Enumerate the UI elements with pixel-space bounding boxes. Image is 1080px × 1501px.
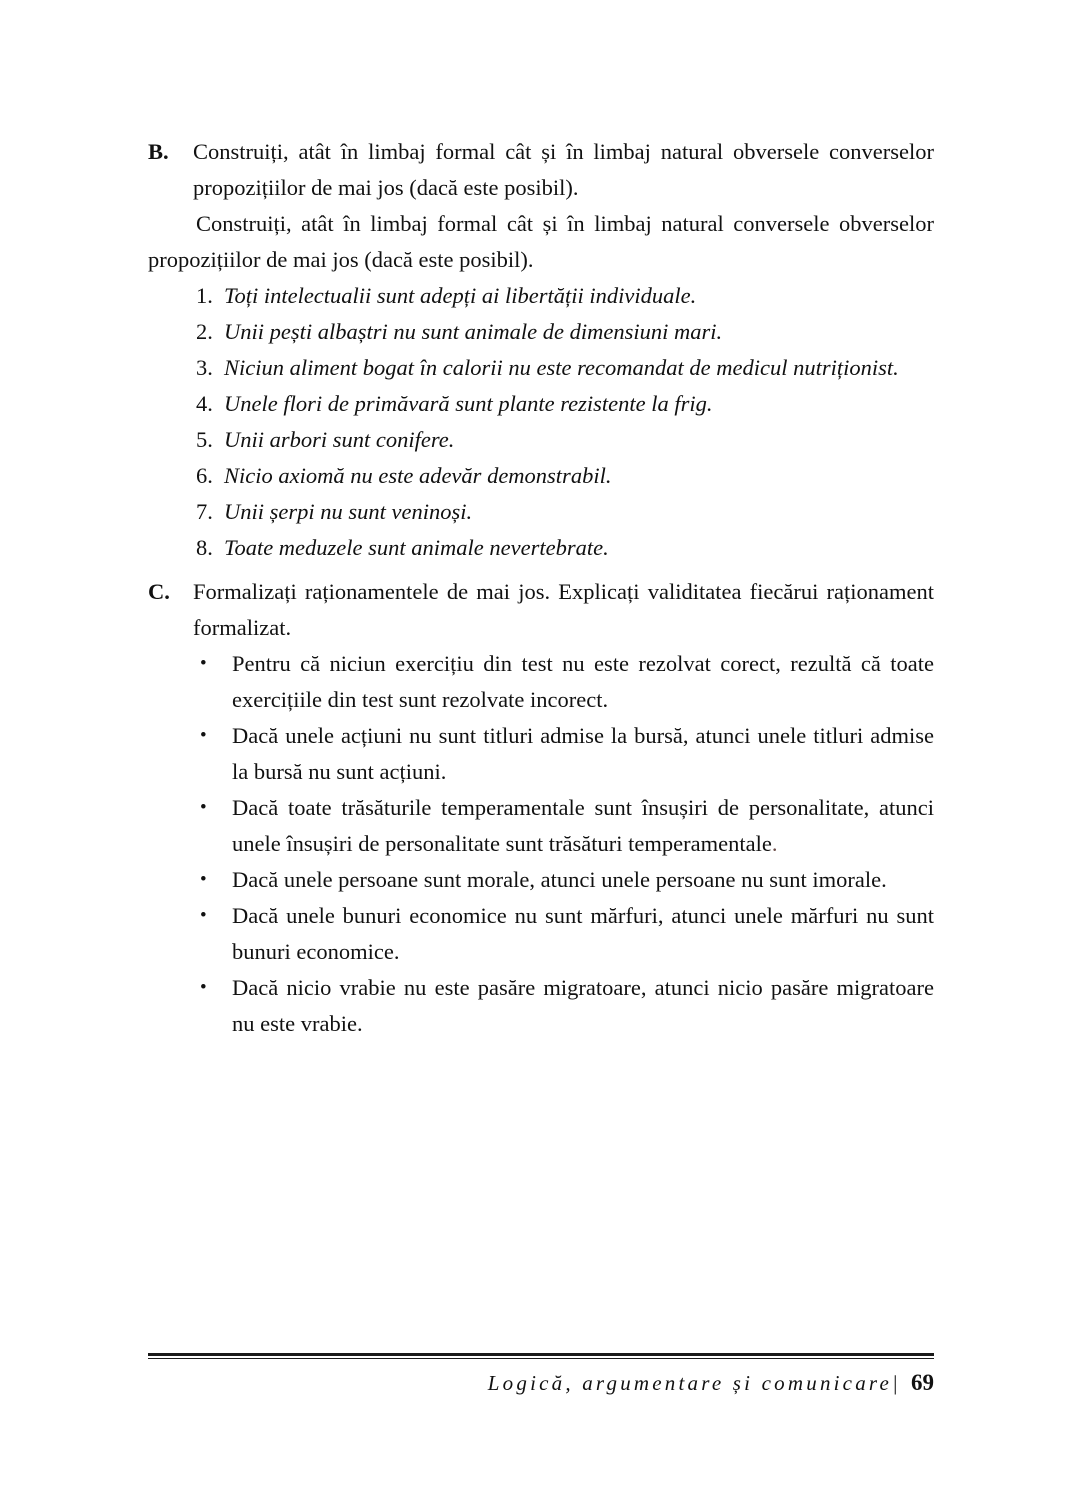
list-item-text: Toți intelectualii sunt adepți ai libertății individuale. (224, 283, 697, 308)
section-b-heading-block (148, 134, 934, 206)
section-c-marker: C. (148, 579, 170, 604)
list-item-number: 5. (196, 427, 213, 452)
list-item-text: Dacă unele bunuri economice nu sunt mărfuri, atunci unele mărfuri nu sunt bunuri economice. (232, 903, 934, 964)
list-item-text: Unii pești albaștri nu sunt animale de dimensiuni mari. (224, 319, 723, 344)
bullet-icon: • (200, 653, 207, 674)
list-item (148, 278, 934, 314)
list-item-text: Unii arbori sunt conifere. (224, 427, 455, 452)
section-b-marker: B. (148, 139, 169, 164)
list-item (148, 422, 934, 458)
list-item-text: Dacă nicio vrabie nu este pasăre migratoare, atunci nicio pasăre migratoare nu este vrabie. (232, 975, 934, 1036)
section-c-heading-block (148, 574, 934, 646)
list-item-text: Dacă unele persoane sunt morale, atunci unele persoane nu sunt imorale. (232, 867, 887, 892)
bullet-icon: • (200, 977, 207, 998)
section-c-intro-text: Formalizați raționamentele de mai jos. Explicați validitatea fiecărui raționament formalizat. (193, 579, 934, 640)
list-item-text (232, 790, 934, 862)
list-item (148, 458, 934, 494)
list-item-number: 8. (196, 535, 213, 560)
list-item-text: Unele flori de primăvară sunt plante rezistente la frig. (224, 391, 713, 416)
list-item-text: Nicio axiomă nu este adevăr demonstrabil. (224, 463, 612, 488)
list-item (148, 530, 934, 566)
list-item (148, 790, 934, 862)
list-item (148, 970, 934, 1042)
footer-book-title: Logică, argumentare și comunicare| (487, 1371, 901, 1395)
list-item-text: Toate meduzele sunt animale nevertebrate. (224, 535, 609, 560)
spacer (148, 566, 934, 574)
list-item (148, 350, 934, 386)
section-b-numbered-list (148, 278, 934, 566)
list-item (148, 314, 934, 350)
list-item-text: Niciun aliment bogat în calorii nu este recomandat de medicul nutriționist. (224, 355, 899, 380)
bullet-icon: • (200, 725, 207, 746)
list-item (148, 494, 934, 530)
page-footer (148, 1353, 934, 1398)
list-item-text: Unii șerpi nu sunt veninoși. (224, 499, 473, 524)
list-item-trailing-period: . (771, 831, 778, 856)
spacer (148, 1042, 934, 1076)
list-item (148, 718, 934, 790)
list-item-number: 1. (196, 283, 213, 308)
list-item (148, 862, 934, 898)
list-item-number: 4. (196, 391, 213, 416)
list-item-number: 7. (196, 499, 213, 524)
page-number: 69 (911, 1370, 934, 1395)
list-item-text-main: Dacă toate trăsăturile temperamentale sunt însușiri de personalitate, atunci unele însușiri de personalitate sunt trăsături temperamentale (232, 795, 934, 856)
page-content (148, 134, 934, 1076)
bullet-icon: • (200, 869, 207, 890)
list-item (148, 386, 934, 422)
section-b-second-paragraph: Construiți, atât în limbaj formal cât și în limbaj natural conversele obverselor propozițiilor de mai jos (dacă este posibil). (148, 211, 934, 272)
section-b-intro-text: Construiți, atât în limbaj formal cât și în limbaj natural obversele converselor propozițiilor de mai jos (dacă este posibil). (193, 139, 934, 200)
bullet-icon: • (200, 905, 207, 926)
footer-divider (148, 1353, 934, 1359)
list-item-number: 6. (196, 463, 213, 488)
list-item-text: Pentru că niciun exercițiu din test nu este rezolvat corect, rezultă că toate exercițiile din test sunt rezolvate incorect. (232, 651, 934, 712)
list-item-text: Dacă unele acțiuni nu sunt titluri admise la bursă, atunci unele titluri admise la bursă nu sunt acțiuni. (232, 723, 934, 784)
list-item (148, 898, 934, 970)
section-c-bullet-list (148, 646, 934, 1042)
footer-text (148, 1368, 934, 1398)
list-item-number: 3. (196, 355, 213, 380)
list-item (148, 646, 934, 718)
list-item-number: 2. (196, 319, 213, 344)
bullet-icon: • (200, 797, 207, 818)
